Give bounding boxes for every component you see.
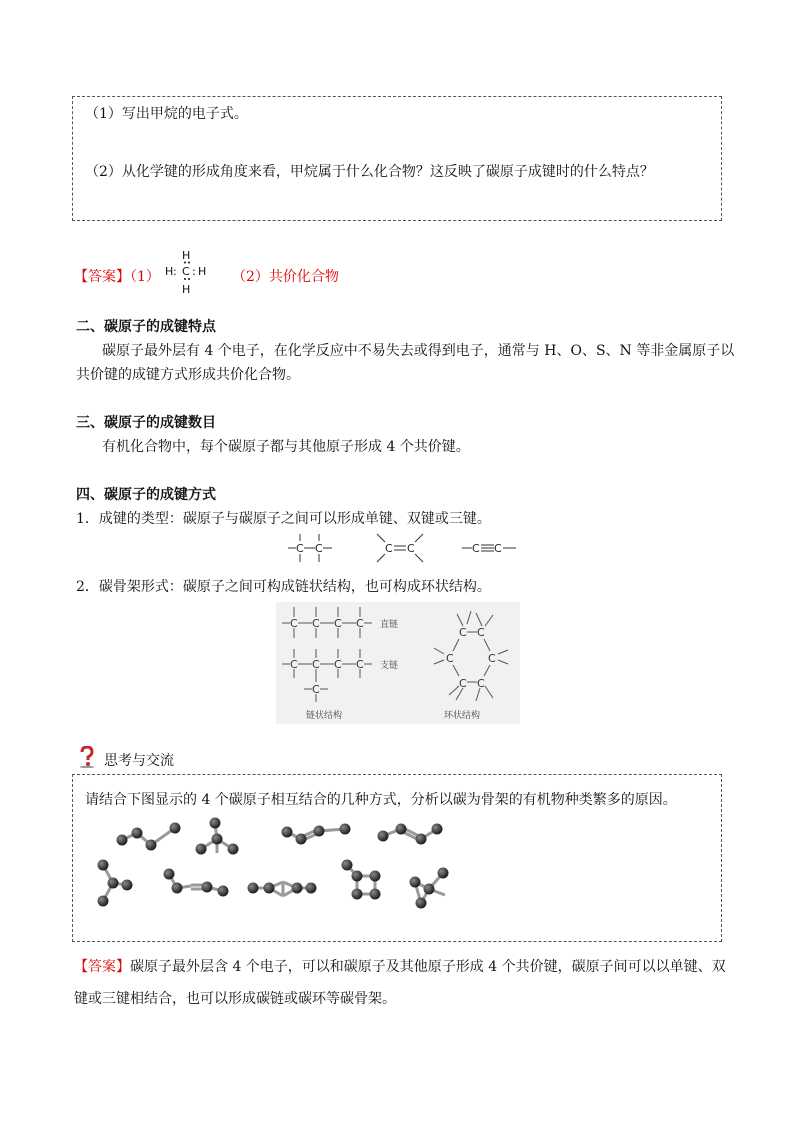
formula-h-bottom: H — [182, 283, 191, 296]
straight-chain-label: 直链 — [380, 620, 399, 630]
branch-c-2: C — [312, 658, 320, 671]
triple-bond-c2: C — [494, 542, 502, 555]
question-mark-icon — [78, 746, 96, 768]
bond-types-figure — [282, 530, 522, 566]
formula-colon-right: : — [192, 265, 196, 278]
methane-electron-formula — [160, 248, 216, 298]
section-4-item-2: 2．碳骨架形式：碳原子之间可构成链状结构，也可构成环状结构。 — [76, 579, 491, 595]
formula-c: C — [182, 265, 190, 278]
molecular-models-figure — [87, 815, 487, 915]
think-title: 思考与交流 — [104, 753, 174, 769]
answer-2-line-1 — [74, 956, 726, 976]
section-3-title: 三、碳原子的成键数目 — [76, 415, 216, 431]
answer-part-1: （1） — [130, 269, 160, 285]
think-prompt: 请结合下图显示的 4 个碳原子相互结合的几种方式，分析以碳为骨架的有机物种类繁多的原因。 — [85, 792, 677, 808]
chain-c-2: C — [312, 617, 320, 630]
branched-chain-label: 支链 — [380, 661, 399, 671]
double-bond-c1: C — [385, 542, 393, 555]
ring-c-3: C — [488, 652, 496, 665]
single-bond — [288, 534, 332, 562]
ring-c-4: C — [477, 677, 485, 690]
branch-c-3: C — [334, 658, 342, 671]
branch-c-4: C — [356, 658, 364, 671]
formula-h-right: H — [198, 265, 207, 278]
double-bond — [377, 534, 423, 562]
think-box — [72, 774, 722, 942]
branch-c-5: C — [312, 683, 320, 696]
single-bond-c2: C — [315, 542, 323, 555]
triple-bond — [462, 545, 516, 551]
chain-c-3: C — [334, 617, 342, 630]
question-2: （2）从化学键的形成角度来看，甲烷属于什么化合物？这反映了碳原子成键时的什么特点？ — [85, 164, 654, 180]
question-box — [72, 96, 722, 221]
section-4-item-1: 1．成键的类型：碳原子与碳原子之间可以形成单键、双键或三键。 — [76, 511, 491, 527]
answer-tag: 【答案】 — [74, 269, 130, 285]
double-bond-c2: C — [407, 542, 415, 555]
answer-2-tag: 【答案】 — [74, 959, 130, 975]
answer-part-2: （2）共价化合物 — [232, 269, 339, 285]
single-bond-c1: C — [296, 542, 304, 555]
formula-colon-left: : — [173, 265, 177, 278]
section-2-line-2: 共价键的成键方式形成共价化合物。 — [76, 367, 300, 383]
ring-c-1: C — [459, 626, 467, 639]
answer-1 — [74, 266, 160, 286]
ring-structure-caption: 环状结构 — [444, 711, 481, 721]
section-3-line-1: 有机化合物中，每个碳原子都与其他原子形成 4 个共价键。 — [102, 439, 470, 455]
section-4-title: 四、碳原子的成键方式 — [76, 487, 216, 503]
ring-c-5: C — [459, 677, 467, 690]
chain-structure-caption: 链状结构 — [306, 711, 343, 721]
triple-bond-c1: C — [472, 542, 480, 555]
section-2-line-1: 碳原子最外层有 4 个电子，在化学反应中不易失去或得到电子，通常与 H、O、S、N 等非金属原子以 — [102, 343, 735, 359]
ring-c-6: C — [446, 652, 454, 665]
formula-h-top: H — [182, 249, 191, 262]
formula-h-left: H — [165, 265, 174, 278]
answer-2-text-1: 碳原子最外层含 4 个电子，可以和碳原子及其他原子形成 4 个共价键，碳原子间可以以单键、双 — [130, 959, 726, 975]
question-1: （1）写出甲烷的电子式。 — [85, 106, 248, 122]
section-2-title: 二、碳原子的成键特点 — [76, 319, 216, 335]
ring-c-2: C — [477, 626, 485, 639]
carbon-skeleton-figure — [276, 602, 520, 724]
chain-c-4: C — [356, 617, 364, 630]
answer-2-line-2: 键或三键相结合，也可以形成碳链或碳环等碳骨架。 — [74, 991, 396, 1007]
branch-c-1: C — [290, 658, 298, 671]
chain-c-1: C — [290, 617, 298, 630]
